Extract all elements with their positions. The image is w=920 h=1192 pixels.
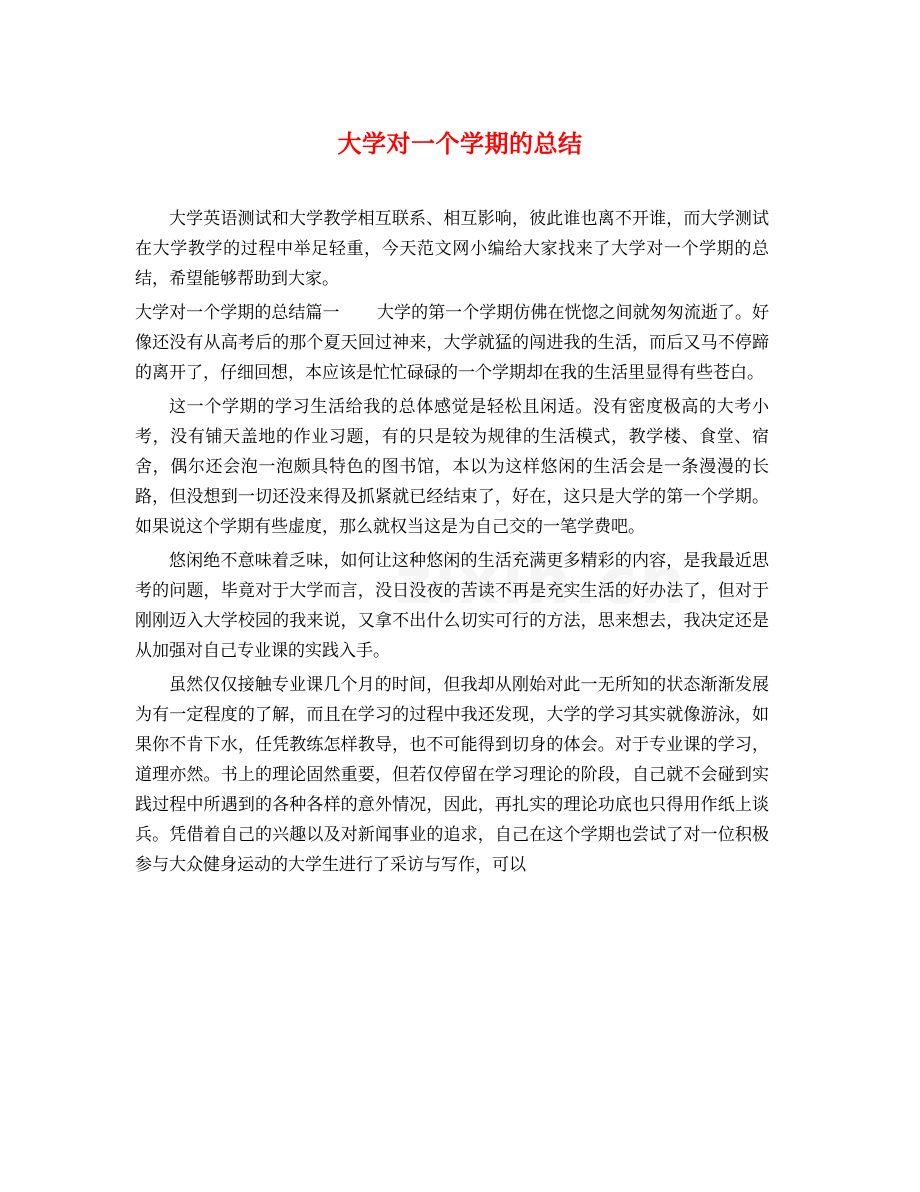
body-paragraph: 虽然仅仅接触专业课几个月的时间，但我却从刚始对此一无所知的状态渐渐发展为有一定程度的了解，而且在学习的过程中我还发现，大学的学习其实就像游泳，如果你不肯下水，任凭教练怎样教导，也不可能得到切身的体会。对于专业课的学习，道理亦然。书上的理论固然重要，但若仅停留在学习理论的阶段，自己就不会碰到实践过程中所遇到的各种各样的意外情况，因此，再扎实的理论功底也只得用作纸上谈兵。凭借着自己的兴趣以及对新闻事业的追求，自己在这个学期也尝试了对一位积极参与大众健身运动的大学生进行了采访与写作，可以 xyxy=(135,675,769,875)
body-paragraph: 这一个学期的学习生活给我的总体感觉是轻松且闲适。没有密度极高的大考小考，没有铺天盖地的作业习题，有的只是较为规律的生活模式，教学楼、食堂、宿舍，偶尔还会泡一泡颇具特色的图书馆，本以为这样悠闲的生活会是一条漫漫的长路，但没想到一切还没来得及抓紧就已经结束了，好在，这只是大学的第一个学期。如果说这个学期有些虚度，那么就权当这是为自己交的一笔学费吧。 xyxy=(135,397,769,537)
section-first-text: 大学的第一个学期仿佛在恍惚之间就匆匆流逝了。好像还没有从高考后的那个夏天回过神来，大学就猛的闯进我的生活，而后又马不停蹄的离开了，仔细回想，本应该是忙忙碌碌的一个学期却在我的生活里显得有些苍白。 xyxy=(135,303,770,383)
document-title: 大学对一个学期的总结 xyxy=(337,129,583,158)
section-first-paragraph xyxy=(135,298,769,388)
section-heading: 大学对一个学期的总结篇一 xyxy=(135,303,340,323)
body-paragraph: 悠闲绝不意味着乏味，如何让这种悠闲的生活充满更多精彩的内容，是我最近思考的问题，毕竟对于大学而言，没日没夜的苦读不再是充实生活的好办法了，但对于刚刚迈入大学校园的我来说，又拿不出什么切实可行的方法，思来想去，我决定还是从加强对自己专业课的实践入手。 xyxy=(135,551,769,661)
document-body xyxy=(135,204,769,884)
intro-paragraph: 大学英语测试和大学教学相互联系、相互影响，彼此谁也离不开谁，而大学测试在大学教学的过程中举足轻重，今天范文网小编给大家找来了大学对一个学期的总结，希望能够帮助到大家。 xyxy=(135,209,769,289)
